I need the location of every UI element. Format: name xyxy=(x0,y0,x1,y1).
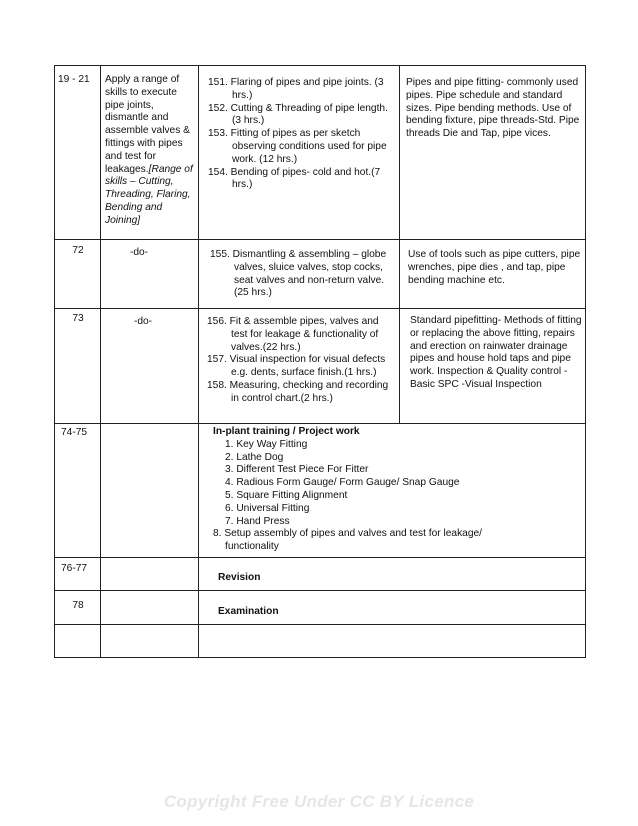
practical-cell xyxy=(210,249,396,300)
week-cell xyxy=(61,427,99,440)
table-top-border xyxy=(54,65,586,66)
theory-text: Pipes and pipe fitting- commonly used pipes. Pipe schedule and standard sizes. Pipe bending methods. Use of bending fixture, pipe threads-Std. Pipe threads Die and Tap, pipe vices. xyxy=(406,77,580,140)
column-divider xyxy=(100,65,101,658)
practical-list xyxy=(207,316,397,406)
copyright-watermark: Copyright Free Under CC BY Licence xyxy=(163,792,475,811)
row-divider xyxy=(54,624,586,625)
project-item: 2. Lathe Dog xyxy=(225,451,284,463)
learning-outcome-cell xyxy=(105,74,197,228)
project-item: 7. Hand Press xyxy=(225,515,290,527)
week-cell xyxy=(56,245,100,258)
practical-item: 158. Measuring, checking and recording in control chart.(2 hrs.) xyxy=(207,379,389,404)
practical-item: 155. Dismantling & assembling – globe valves, sluice valves, stop cocks, seat valves and non-return valve. (25 hrs.) xyxy=(210,249,387,299)
revision-label: Revision xyxy=(218,572,261,583)
project-item: 6. Universal Fitting xyxy=(225,502,310,514)
column-divider xyxy=(399,65,400,423)
week-number: 73 xyxy=(72,313,84,324)
practical-item: 151. Flaring of pipes and pipe joints. (3 hrs.) xyxy=(208,77,384,101)
practical-cell xyxy=(207,316,397,406)
learning-outcome-cell xyxy=(100,247,178,260)
examination-label: Examination xyxy=(218,606,279,617)
week-cell xyxy=(56,313,100,326)
table-right-border xyxy=(585,65,586,658)
practical-item: 157. Visual inspection for visual defects e.g. dents, surface finish.(1 hrs.) xyxy=(207,354,386,379)
practical-cell xyxy=(208,77,394,192)
project-heading: In-plant training / Project work xyxy=(213,426,360,437)
table-left-border xyxy=(54,65,55,658)
week-number: 78 xyxy=(72,600,84,611)
week-cell xyxy=(61,563,99,576)
row-divider xyxy=(54,423,586,424)
week-number: 76-77 xyxy=(61,563,88,574)
row-divider xyxy=(54,590,586,591)
week-number: 19 - 21 xyxy=(58,74,90,85)
week-cell xyxy=(56,600,100,613)
learning-outcome-text: -do- xyxy=(129,247,149,258)
practical-item: 152. Cutting & Threading of pipe length.(3 hrs.) xyxy=(208,102,388,127)
project-item: 3. Different Test Piece For Fitter xyxy=(225,464,369,476)
project-item: 8. Setup assembly of pipes and valves and test for leakage/ functionality xyxy=(213,528,482,553)
learning-outcome-text: -do- xyxy=(133,316,153,327)
theory-text: Use of tools such as pipe cutters, pipe wrenches, pipe dies , and tap, pipe bending machine etc. xyxy=(408,249,581,286)
theory-text: Standard pipefitting- Methods of fitting or replacing the above fitting, repairs and erection on rainwater drainage pipes and house hold taps and pipe work. Inspection & Quality control -Basic SPC -Visual Inspection xyxy=(410,315,582,390)
theory-cell xyxy=(410,315,582,392)
learning-outcome-text: Apply a range of skills to execute pipe joints, dismantle and assemble valves & fittings with pipes and test for leakages. xyxy=(105,74,190,175)
practical-item: 154. Bending of pipes- cold and hot.(7 hrs.) xyxy=(208,166,381,191)
theory-cell xyxy=(406,77,584,141)
practical-item: 153. Fitting of pipes as per sketch observing conditions used for pipe work. (12 hrs.) xyxy=(208,128,387,165)
week-cell xyxy=(58,74,98,87)
practical-list xyxy=(210,249,396,300)
practical-list xyxy=(208,77,394,192)
row-divider xyxy=(54,308,586,309)
project-item: 4. Radious Form Gauge/ Form Gauge/ Snap Gauge xyxy=(225,477,460,489)
week-number: 72 xyxy=(72,245,84,256)
practical-item: 156. Fit & assemble pipes, valves and test for leakage & functionality of valves.(22 hrs.) xyxy=(207,316,379,353)
project-item: 1. Key Way Fitting xyxy=(225,438,308,450)
learning-outcome-range: [Range of skills – Cutting, Threading, Flaring, Bending and Joining] xyxy=(105,163,193,226)
row-divider xyxy=(54,557,586,558)
row-divider xyxy=(54,239,586,240)
project-item: 5. Square Fitting Alignment xyxy=(225,489,348,501)
project-cell xyxy=(213,426,583,554)
table-bottom-border xyxy=(54,657,586,658)
week-number: 74-75 xyxy=(61,427,88,438)
project-list xyxy=(213,439,583,554)
learning-outcome-cell xyxy=(100,316,186,329)
theory-cell xyxy=(408,249,582,287)
column-divider xyxy=(198,65,199,658)
